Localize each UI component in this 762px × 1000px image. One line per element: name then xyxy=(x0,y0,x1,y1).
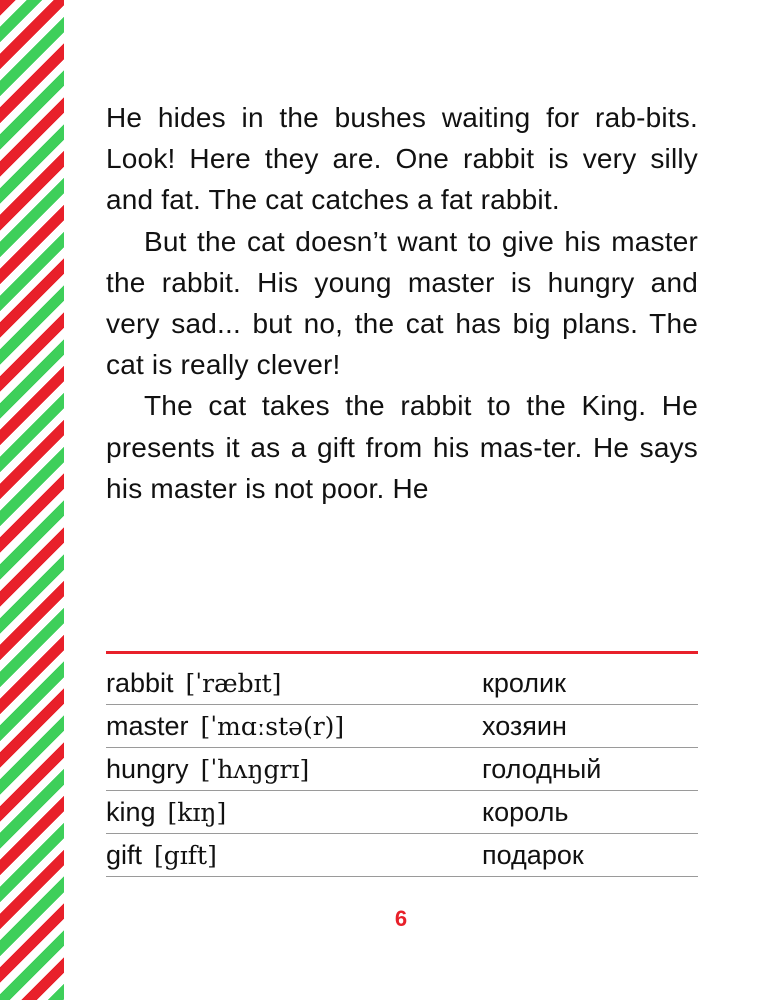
vocabulary-row xyxy=(106,662,698,705)
story-text xyxy=(106,97,698,509)
vocabulary-transcription: [kɪŋ] xyxy=(167,798,227,827)
story-paragraph: But the cat doesn’t want to give his master the rabbit. His young master is hungry and very sad... but no, the cat has big plans. The cat is really clever! xyxy=(106,225,698,381)
vocabulary-transcription: [ˈhʌŋgrɪ] xyxy=(200,755,310,784)
vocabulary-row xyxy=(106,791,698,834)
vocabulary-entry xyxy=(106,754,309,785)
vocabulary-entry xyxy=(106,668,281,699)
vocabulary-row xyxy=(106,834,698,877)
vocabulary-transcription: [ˈræbɪt] xyxy=(185,669,282,698)
vocabulary-row xyxy=(106,748,698,791)
vocabulary-word: king xyxy=(106,797,156,827)
candy-stripe-border xyxy=(0,0,64,1000)
page-number: 6 xyxy=(394,906,408,931)
vocabulary-translation: король xyxy=(482,797,569,827)
vocabulary-translation: кролик xyxy=(482,668,566,698)
story-paragraph: The cat takes the rabbit to the King. He presents it as a gift from his mas-ter. He says his master is not poor. He xyxy=(106,390,698,504)
story-paragraph: He hides in the bushes waiting for rab-bits. Look! Here they are. One rabbit is very silly and fat. The cat catches a fat rabbit. xyxy=(106,102,698,216)
vocabulary-word: rabbit xyxy=(106,668,174,698)
vocabulary-entry xyxy=(106,797,226,828)
vocabulary-table xyxy=(106,662,698,877)
vocabulary-transcription: [gɪft] xyxy=(154,841,217,870)
vocabulary-word: gift xyxy=(106,840,143,870)
vocabulary-translation: хозяин xyxy=(482,711,567,741)
vocabulary-translation: подарок xyxy=(482,840,584,870)
vocabulary-row xyxy=(106,705,698,748)
vocabulary-entry xyxy=(106,711,344,742)
vocabulary-word: master xyxy=(106,711,189,741)
vocabulary-translation: голодный xyxy=(482,754,602,784)
vocabulary-transcription: [ˈmɑːstə(r)] xyxy=(200,712,345,741)
vocabulary-word: hungry xyxy=(106,754,189,784)
vocabulary-entry xyxy=(106,840,217,871)
vocabulary-divider xyxy=(106,651,698,654)
